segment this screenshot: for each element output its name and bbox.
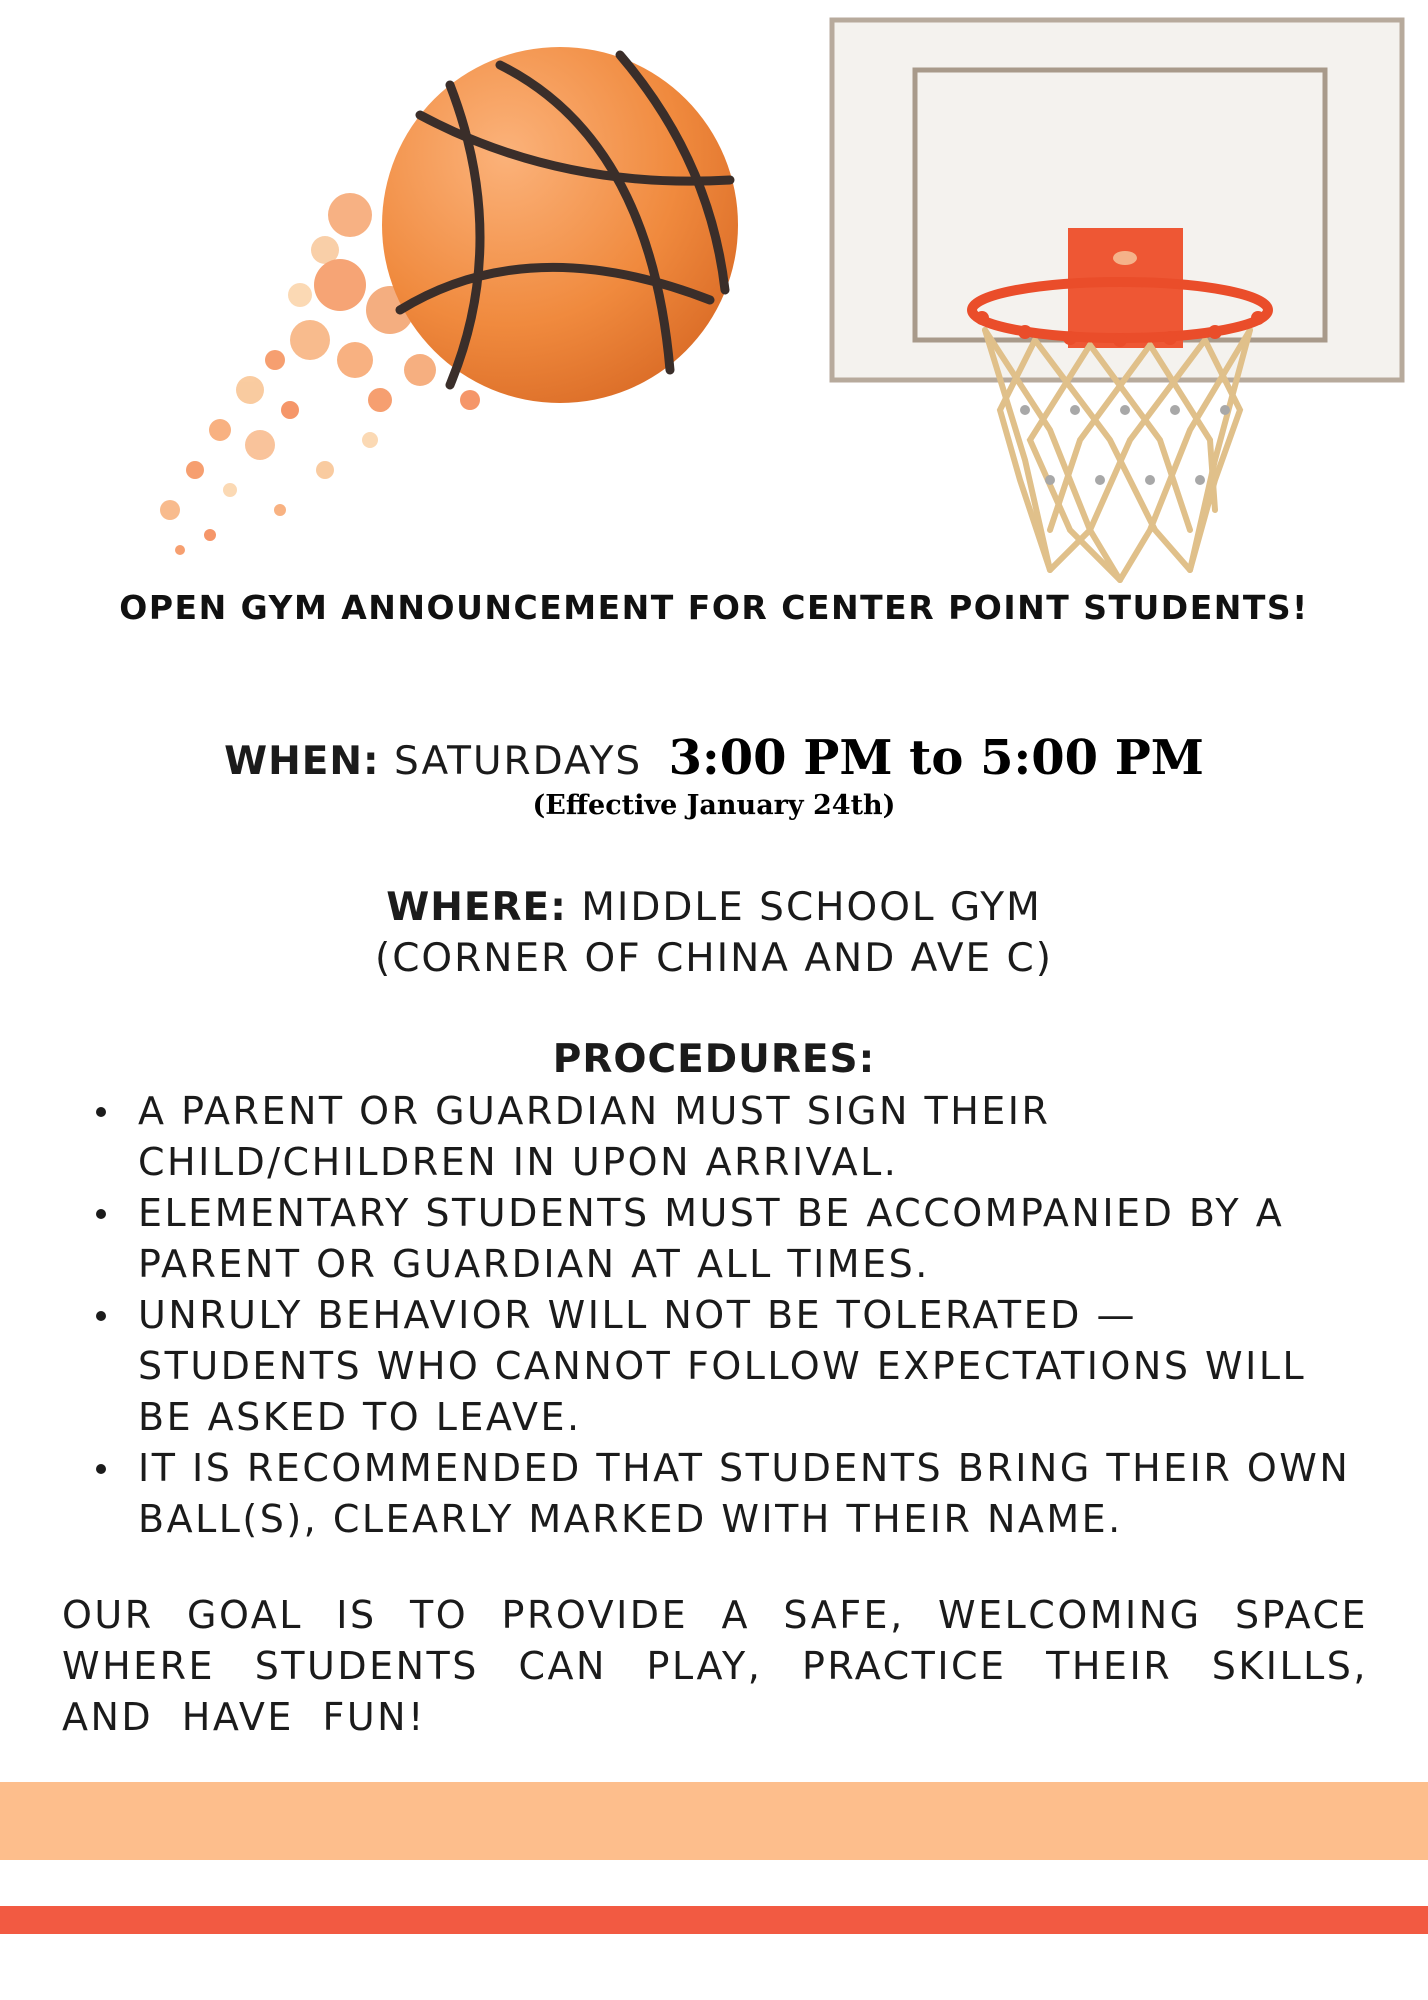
list-item bbox=[62, 1188, 1392, 1290]
list-item-line: PARENT OR GUARDIAN AT ALL TIMES. bbox=[138, 1242, 930, 1286]
announcement-headline: OPEN GYM ANNOUNCEMENT FOR CENTER POINT STUDENTS! bbox=[119, 588, 1309, 627]
when-line bbox=[0, 730, 1428, 786]
list-item-line: IT IS RECOMMENDED THAT STUDENTS BRING THEIR OWN bbox=[138, 1446, 1351, 1490]
where-place: MIDDLE SCHOOL GYM bbox=[581, 885, 1042, 930]
bullet-icon bbox=[96, 1311, 106, 1321]
decorative-stripe-light bbox=[0, 1782, 1428, 1860]
where-line bbox=[0, 885, 1428, 930]
list-item-line: BALL(S), CLEARLY MARKED WITH THEIR NAME. bbox=[138, 1497, 1123, 1541]
basketball-icon bbox=[150, 40, 770, 570]
list-item bbox=[62, 1443, 1392, 1545]
when-time: 3:00 PM to 5:00 PM bbox=[668, 730, 1204, 786]
basketball-hoop-icon bbox=[820, 10, 1420, 610]
procedures-heading: PROCEDURES: bbox=[552, 1037, 876, 1082]
list-item-line: ELEMENTARY STUDENTS MUST BE ACCOMPANIED BY A bbox=[138, 1191, 1285, 1235]
list-item-line: A PARENT OR GUARDIAN MUST SIGN THEIR bbox=[138, 1089, 1051, 1133]
list-item-line: UNRULY BEHAVIOR WILL NOT BE TOLERATED — bbox=[138, 1293, 1137, 1337]
where-label: WHERE: bbox=[386, 885, 567, 930]
where-detail: (CORNER OF CHINA AND AVE C) bbox=[374, 936, 1054, 981]
effective-date: (Effective January 24th) bbox=[532, 790, 896, 821]
procedures-list bbox=[62, 1086, 1392, 1545]
list-item-line: STUDENTS WHO CANNOT FOLLOW EXPECTATIONS WILL bbox=[138, 1344, 1307, 1388]
list-item-line: CHILD/CHILDREN IN UPON ARRIVAL. bbox=[138, 1140, 899, 1184]
when-day: SATURDAYS bbox=[394, 739, 643, 784]
bullet-icon bbox=[96, 1464, 106, 1474]
list-item bbox=[62, 1086, 1392, 1188]
ball bbox=[382, 47, 738, 403]
when-label: WHEN: bbox=[224, 739, 380, 784]
list-item-line: BE ASKED TO LEAVE. bbox=[138, 1395, 582, 1439]
goal-statement: OUR GOAL IS TO PROVIDE A SAFE, WELCOMING SPACE WHERE STUDENTS CAN PLAY, PRACTICE THEIR SKILLS, AND HAVE FUN! bbox=[62, 1593, 1368, 1739]
bullet-icon bbox=[96, 1107, 106, 1117]
bullet-icon bbox=[96, 1209, 106, 1219]
decorative-stripe-dark bbox=[0, 1906, 1428, 1934]
list-item bbox=[62, 1290, 1392, 1443]
